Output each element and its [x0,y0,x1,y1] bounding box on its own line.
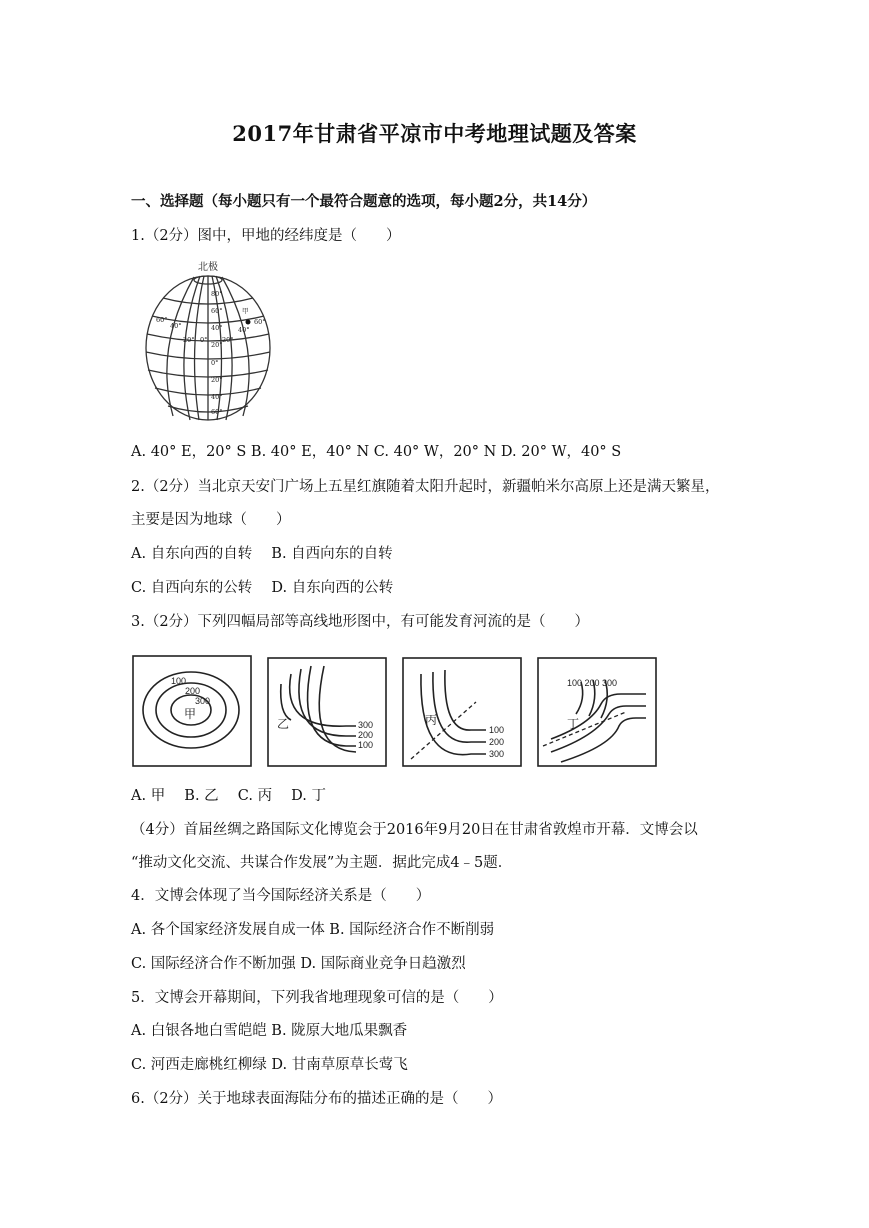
question-3-stem: 3.（2分）下列四幅局部等高线地形图中，有可能发育河流的是（ ） [131,614,590,630]
globe-north-label: 北极 [198,262,218,273]
svg-text:80°: 80° [211,290,223,298]
question-2-options-ab: A. 自东向西的自转 B. 自西向东的自转 [131,546,393,562]
question-2-options-cd: C. 自西向东的公转 D. 自东向西的公转 [131,580,394,596]
question-4-stem: 4．文博会体现了当今国际经济关系是（ ） [131,888,431,904]
svg-text:40°: 40° [170,322,182,330]
question-5-stem: 5．文博会开幕期间，下列我省地理现象可信的是（ ） [131,990,503,1006]
map-yi-label: 乙 [277,717,290,731]
svg-text:60°: 60° [211,307,223,315]
question-2-stem-line1: 2.（2分）当北京天安门广场上五星红旗随着太阳升起时，新疆帕米尔高原上还是满天繁星， [131,479,720,495]
svg-text:60°: 60° [211,408,223,416]
map-jia-label-200: 200 [185,686,201,696]
svg-text:甲: 甲 [242,307,249,315]
question-6-stem: 6.（2分）关于地球表面海陆分布的描述正确的是（ ） [131,1091,503,1107]
question-5-options-ab: A. 白银各地白雪皑皑 B. 陇原大地瓜果飘香 [131,1023,408,1039]
question-4-options-cd: C. 国际经济合作不断加强 D. 国际商业竞争日趋激烈 [131,956,466,972]
question-1-options: A. 40° E，20° S B. 40° E，40° N C. 40° W，20° N D. 20° W，40° S [131,444,622,460]
map-ding-label: 丁 [567,717,580,731]
map-jia-label-100: 100 [171,676,187,686]
contour-maps [131,654,661,774]
svg-text:60°: 60° [254,318,266,326]
section-heading: 一、选择题（每小题只有一个最符合题意的选项，每小题2分，共14分） [131,193,597,210]
svg-text:40°: 40° [238,326,250,334]
map-bing-label: 丙 [425,713,438,727]
globe-figure [128,258,288,428]
question-2-stem-line2: 主要是因为地球（ ） [131,512,291,528]
question-4-options-ab: A. 各个国家经济发展自成一体 B. 国际经济合作不断削弱 [131,922,495,938]
question-1-stem: 1.（2分）图中，甲地的经纬度是（ ） [131,228,401,244]
map-yi-label-200: 200 [358,730,374,740]
intro-line2: “推动文化交流、共谋合作发展”为主题．据此完成4﹣5题． [131,855,513,871]
svg-text:20°: 20° [183,336,195,344]
map-bing-label-200: 200 [489,737,505,747]
intro-line1: （4分）首届丝绸之路国际文化博览会于2016年9月20日在甘肃省敦煌市开幕．文博会以 [131,822,698,838]
page-title: 2017年甘肃省平凉市中考地理试题及答案 [232,121,637,146]
map-yi-label-300: 300 [358,720,374,730]
map-jia-label-300: 300 [195,696,211,706]
map-bing-label-100: 100 [489,725,505,735]
svg-text:0°: 0° [211,359,219,367]
svg-text:40°: 40° [211,393,223,401]
svg-text:20°: 20° [211,341,223,349]
svg-text:40°: 40° [211,324,223,332]
map-ding-contour-labels: 100 200 300 [567,678,618,688]
map-bing-label-300: 300 [489,749,505,759]
question-3-options: A. 甲 B. 乙 C. 丙 D. 丁 [131,788,327,804]
map-yi-label-100: 100 [358,740,374,750]
svg-text:0°: 0° [200,336,208,344]
map-jia-label: 甲 [184,707,197,721]
svg-text:60°: 60° [156,316,168,324]
svg-text:20°: 20° [222,336,234,344]
svg-text:20°: 20° [211,376,223,384]
question-5-options-cd: C. 河西走廊桃红柳绿 D. 甘南草原草长莺飞 [131,1057,408,1073]
